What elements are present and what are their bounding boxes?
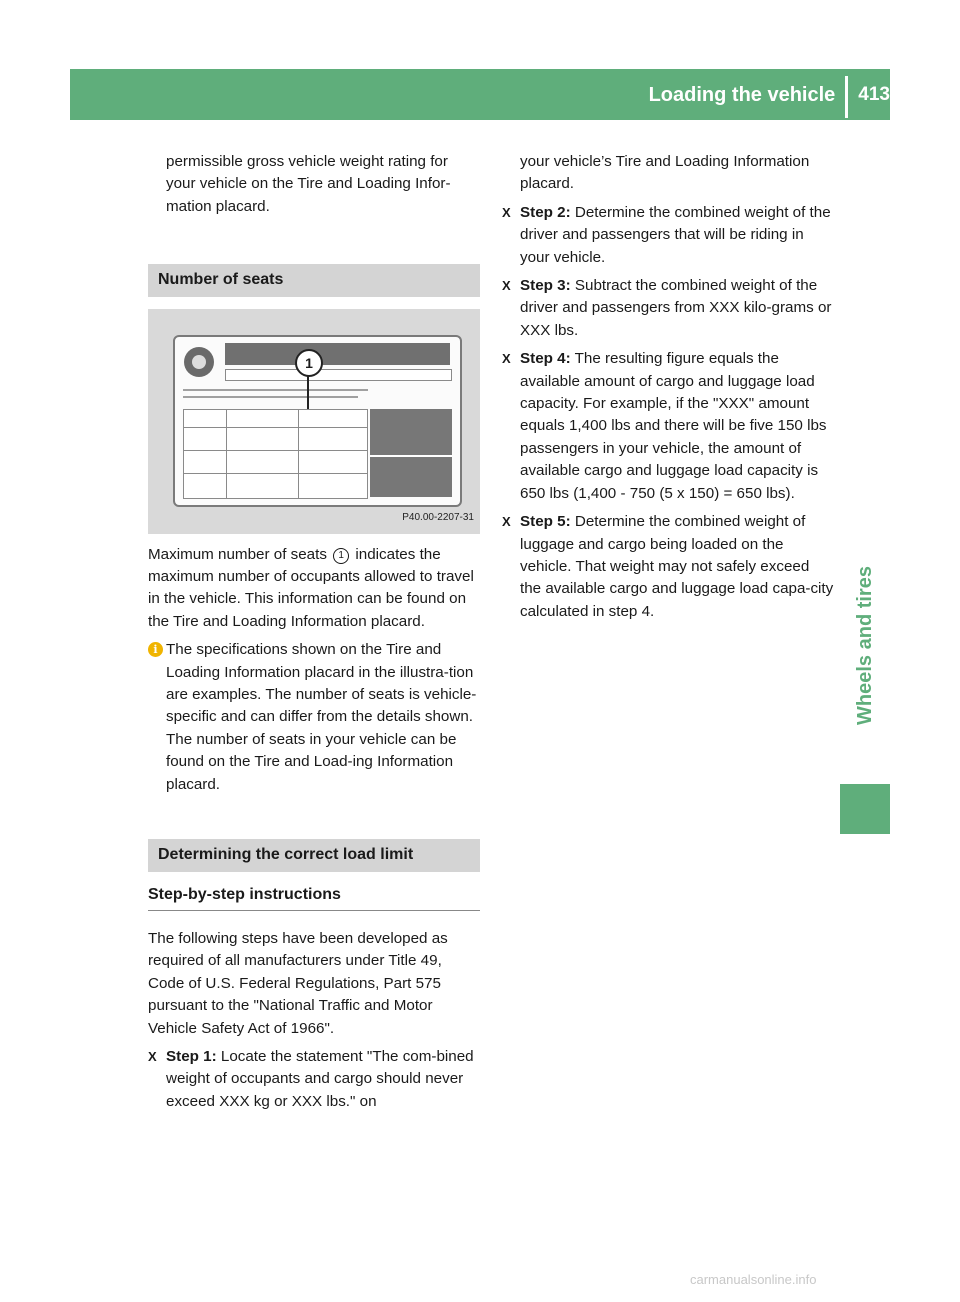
- callout-leader: [307, 375, 309, 409]
- section-heading-seats: Number of seats: [148, 264, 480, 296]
- info-icon: i: [148, 642, 163, 657]
- page-number: 413: [858, 84, 890, 105]
- intro-paragraph: permissible gross vehicle weight rating for your vehicle on the Tire and Loading Infor-mation placard.: [166, 153, 451, 215]
- tire-loading-placard: [173, 335, 462, 507]
- step-4-text: The resulting figure equals the available amount of cargo and luggage load capacity. For example, if the "XXX" amount equals 1,400 lbs and there will be five 150 lbs passengers in your vehicle, the amount of available cargo and luggage load capacity is 650 lbs (1,400 - 750 (5 x 150) = 650 lbs).: [520, 350, 827, 502]
- placard-text-line: [183, 389, 368, 391]
- step-5-label: Step 5:: [520, 513, 571, 531]
- step-3: [502, 275, 834, 342]
- step-4: [502, 348, 834, 505]
- subheading-steps: Step-by-step instructions: [148, 884, 480, 911]
- seats-paragraph: [148, 544, 480, 634]
- chapter-title: Loading the vehicle: [648, 83, 836, 106]
- placard-title-bar: [225, 343, 450, 365]
- figure-code: P40.00-2207-31: [402, 512, 474, 524]
- tire-icon: [184, 347, 214, 377]
- step-5-text: Determine the combined weight of luggage and cargo being loaded on the vehicle. That weight may not safely exceed the available cargo and luggage load capa-city calculated in step 4.: [520, 513, 834, 620]
- placard-seating-row: [225, 369, 452, 381]
- step-arrow-icon: X: [502, 514, 511, 530]
- seats-paragraph-end: indicates the maximum number of occupants allowed to travel in the vehicle. This information can be found on the Tire and Loading Information placard.: [148, 545, 474, 630]
- info-note: [148, 639, 480, 796]
- step-2-text: Determine the combined weight of the driver and passengers that will be riding in your vehicle.: [520, 203, 831, 266]
- step-2-label: Step 2:: [520, 203, 571, 221]
- regulation-paragraph: The following steps have been developed as required of all manufacturers under Title 49, Code of U.S. Federal Regulations, Part 575 pursuant to the "National Traffic and Motor Vehicle Safety Act of 1966".: [148, 929, 448, 1037]
- step-1-label: Step 1:: [166, 1047, 217, 1065]
- step-1: [148, 1046, 480, 1113]
- step-1-continued: your vehicle’s Tire and Loading Information placard.: [520, 153, 810, 193]
- placard-text-line: [183, 396, 358, 398]
- step-4-label: Step 4:: [520, 350, 571, 368]
- right-column: [502, 151, 834, 623]
- side-tab-label: Wheels and tires: [853, 565, 876, 725]
- step-arrow-icon: X: [502, 351, 511, 367]
- note-text: The specifications shown on the Tire and Loading Information placard in the illustra-tion are examples. The number of seats is vehicle-specific and can differ from the details shown. The number of seats in your vehicle can be found on the Tire and Load-ing Information placard.: [166, 641, 477, 793]
- step-3-label: Step 3:: [520, 277, 571, 295]
- step-arrow-icon: X: [502, 278, 511, 294]
- side-tab: [840, 540, 890, 750]
- footer-watermark: carmanualsonline.info: [690, 1272, 817, 1287]
- step-5: [502, 511, 834, 623]
- left-column: [148, 151, 480, 1113]
- step-1-text: Locate the statement "The com-bined weight of occupants and cargo should never exceed XXX kg or XXX lbs." on: [166, 1047, 474, 1110]
- step-2: [502, 202, 834, 269]
- section-heading-load-limit: Determining the correct load limit: [148, 839, 480, 871]
- placard-info-panel: [370, 409, 452, 497]
- seats-paragraph-start: Maximum number of seats: [148, 545, 327, 563]
- placard-tire-table: [183, 409, 368, 499]
- side-tab-marker: [840, 784, 890, 834]
- callout-1: 1: [295, 349, 323, 377]
- header-separator: [845, 76, 848, 118]
- step-arrow-icon: X: [502, 204, 511, 220]
- callout-ref-1: 1: [333, 548, 349, 564]
- step-3-text: Subtract the combined weight of the driver and passengers from XXX kilo-grams or XXX lbs.: [520, 277, 832, 339]
- step-arrow-icon: X: [148, 1048, 157, 1064]
- running-header: [649, 80, 890, 110]
- placard-figure: [148, 309, 480, 534]
